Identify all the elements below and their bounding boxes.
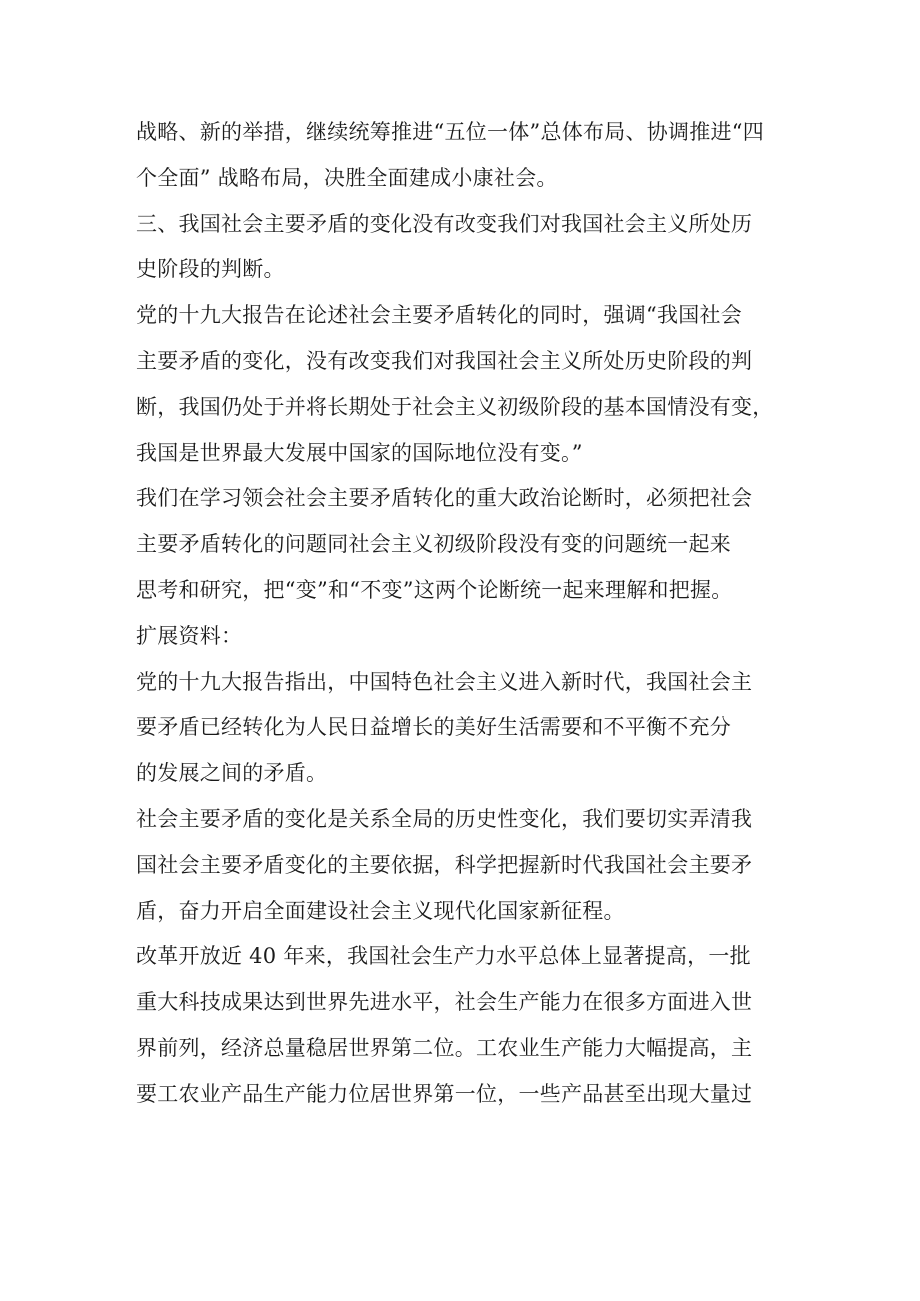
text-line: 个全面” 战略布局，决胜全面建成小康社会。 (136, 165, 558, 190)
text-line: 要工农业产品生产能力位居世界第一位，一些产品甚至出现大量过 (136, 1081, 753, 1106)
extended-material-label: 扩展资料： (136, 623, 243, 648)
text-line: 党的十九大报告指出，中国特色社会主义进入新时代，我国社会主 (136, 669, 753, 694)
section-heading: 三、我国社会主要矛盾的变化没有改变我们对我国社会主义所处历 (136, 211, 753, 236)
text-line: 思考和研究，把“变”和“不变”这两个论断统一起来理解和把握。 (136, 577, 733, 602)
text-line: 的发展之间的矛盾。 (136, 761, 328, 786)
text-line: 我国是世界最大发展中国家的国际地位没有变。” (136, 440, 583, 465)
text-line: 主要矛盾的变化，没有改变我们对我国社会主义所处历史阶段的判 (136, 348, 753, 373)
text-line: 界前列，经济总量稳居世界第二位。工农业生产能力大幅提高，主 (136, 1035, 753, 1060)
body-text (136, 110, 774, 1118)
text-line: 改革开放近 40 年来，我国社会生产力水平总体上显著提高，一批 (136, 944, 751, 969)
section-heading: 史阶段的判断。 (136, 257, 285, 282)
text-line: 我们在学习领会社会主要矛盾转化的重大政治论断时，必须把社会 (136, 486, 753, 511)
text-line: 党的十九大报告在论述社会主要矛盾转化的同时，强调“我国社会 (136, 303, 742, 328)
text-line: 国社会主要矛盾变化的主要依据，科学把握新时代我国社会主要矛 (136, 852, 753, 877)
text-line: 盾，奋力开启全面建设社会主义现代化国家新征程。 (136, 898, 625, 923)
text-line: 断，我国仍处于并将长期处于社会主义初级阶段的基本国情没有变， (136, 394, 774, 419)
text-line: 社会主要矛盾的变化是关系全局的历史性变化，我们要切实弄清我 (136, 806, 753, 831)
text-line: 要矛盾已经转化为人民日益增长的美好生活需要和不平衡不充分 (136, 715, 731, 740)
text-line: 主要矛盾转化的问题同社会主义初级阶段没有变的问题统一起来 (136, 532, 731, 557)
text-line: 战略、新的举措，继续统筹推进“五位一体”总体布局、协调推进“四 (136, 120, 764, 144)
text-line: 重大科技成果达到世界先进水平，社会生产能力在很多方面进入世 (136, 990, 753, 1015)
